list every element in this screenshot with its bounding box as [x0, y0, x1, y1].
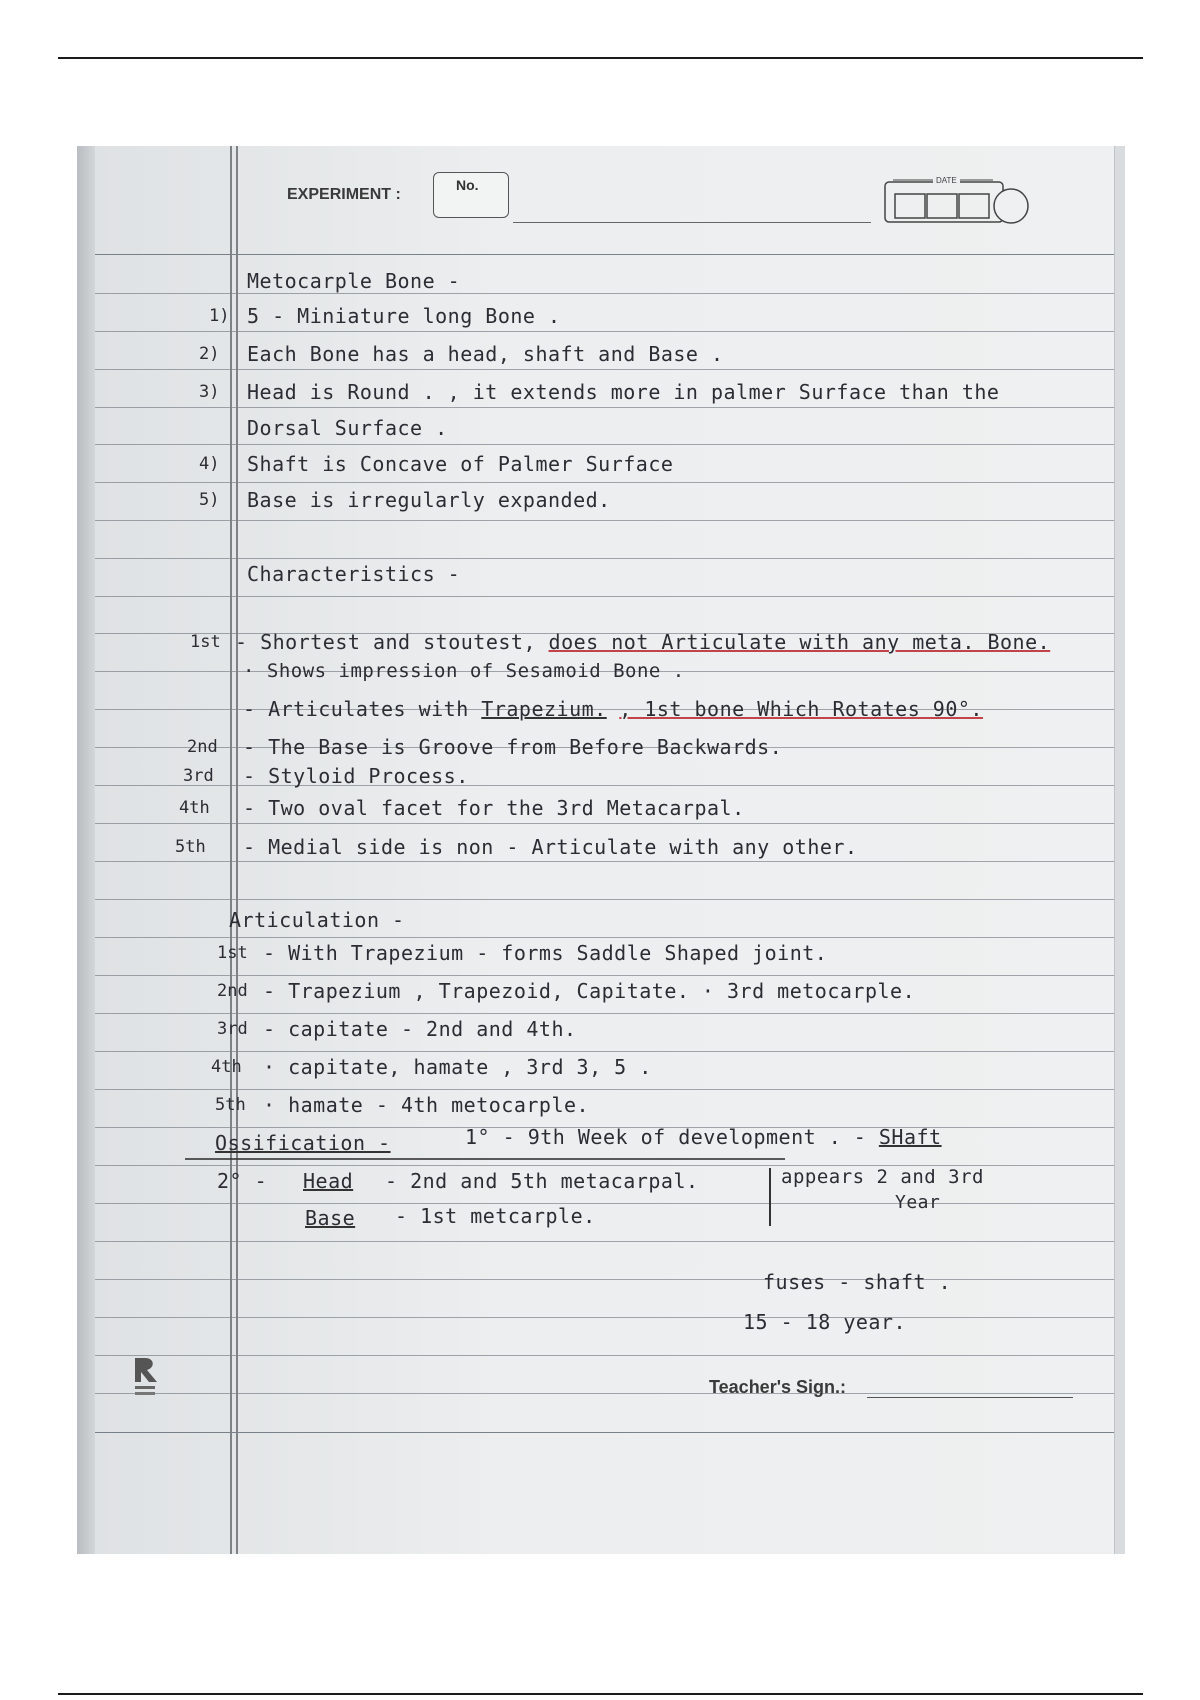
bracket	[761, 1168, 771, 1226]
teacher-sign-line	[867, 1397, 1073, 1398]
section-title: Metocarple Bone -	[247, 269, 461, 293]
articulation-line: · capitate, hamate , 3rd 3, 5 .	[263, 1055, 652, 1079]
point-number: 5)	[199, 490, 220, 510]
characteristic-line: - Styloid Process.	[243, 764, 469, 788]
ordinal: 4th	[179, 798, 210, 818]
characteristic-line-b: does not Articulate with any meta. Bone.	[548, 630, 1051, 654]
point-number: 2)	[199, 344, 220, 364]
ruled-line	[95, 861, 1115, 862]
ruled-line	[95, 331, 1115, 332]
characteristic-line-a: - Shortest and stoutest,	[235, 630, 536, 654]
articulation-line: · hamate - 4th metocarple.	[263, 1093, 590, 1117]
characteristic-line: · Shows impression of Sesamoid Bone .	[243, 660, 685, 682]
articulation-line: - Trapezium , Trapezoid, Capitate. · 3rd metocarple.	[263, 979, 916, 1003]
next-page-edge	[1114, 146, 1125, 1554]
ossification-primary-text: 1° - 9th Week of development . -	[465, 1125, 867, 1149]
experiment-title-line	[513, 222, 871, 223]
point-text: Dorsal Surface .	[247, 416, 448, 440]
point-number: 3)	[199, 382, 220, 402]
ossification-divider	[185, 1158, 785, 1160]
ossification-shaft: SHaft	[878, 1125, 942, 1149]
ruled-line	[95, 596, 1115, 597]
experiment-number-box	[433, 172, 509, 218]
date-label: DATE	[933, 176, 960, 185]
top-rule	[58, 57, 1143, 59]
ossification-fuse-age: 15 - 18 year.	[743, 1310, 907, 1334]
characteristic-line: - The Base is Groove from Before Backwards.	[243, 735, 783, 759]
ossification-heading: Ossification -	[215, 1131, 391, 1155]
point-text: Base is irregularly expanded.	[247, 488, 611, 512]
ordinal: 2nd	[187, 737, 218, 757]
ordinal: 5th	[175, 837, 206, 857]
ossification-primary	[465, 1125, 942, 1149]
point-text: 5 - Miniature long Bone .	[247, 304, 561, 328]
experiment-label: EXPERIMENT :	[287, 186, 401, 203]
ruled-line	[95, 1317, 1115, 1318]
ordinal: 3rd	[217, 1019, 248, 1039]
articulation-line: - capitate - 2nd and 4th.	[263, 1017, 577, 1041]
ruled-line	[95, 1089, 1115, 1090]
ossification-base: Base	[305, 1206, 356, 1230]
ruled-line	[95, 899, 1115, 900]
ruled-line	[95, 369, 1115, 370]
characteristic-line: - Medial side is non - Articulate with any other.	[243, 835, 858, 859]
ruled-line	[95, 1203, 1115, 1204]
ruled-line	[95, 407, 1115, 408]
ossification-fuses: fuses - shaft .	[763, 1270, 952, 1294]
ossification-head-text: - 2nd and 5th metacarpal.	[385, 1169, 699, 1193]
ordinal: 2nd	[217, 981, 248, 1001]
point-text	[247, 452, 673, 476]
date-stamp-box	[883, 176, 1033, 226]
ruled-line	[95, 558, 1115, 559]
ruled-line	[95, 1393, 1115, 1394]
bottom-rule	[58, 1693, 1143, 1695]
point-number: 1)	[209, 306, 230, 326]
ruled-line	[95, 823, 1115, 824]
ruled-line	[95, 293, 1115, 294]
ruled-line	[95, 520, 1115, 521]
ruled-line	[95, 444, 1115, 445]
point-text: Each Bone has a head, shaft and Base .	[247, 342, 724, 366]
ruled-line	[95, 482, 1115, 483]
ruled-line	[95, 254, 1115, 255]
ossification-base-text: - 1st metcarple.	[395, 1204, 596, 1228]
ossification-appears: appears 2 and 3rd	[781, 1166, 984, 1188]
teacher-sign-label: Teacher's Sign.:	[709, 1377, 846, 1397]
notebook-photo	[77, 146, 1125, 1554]
ordinal: 1st	[217, 943, 248, 963]
articulation-heading: Articulation -	[229, 908, 405, 932]
ordinal: 1st	[190, 632, 221, 652]
ossification-head: Head	[303, 1169, 354, 1193]
ruled-line	[95, 1432, 1115, 1433]
margin-line	[236, 146, 238, 1554]
margin-line	[230, 146, 232, 1554]
articulation-line: - With Trapezium - forms Saddle Shaped joint.	[263, 941, 828, 965]
page-edge-shadow	[77, 146, 95, 1554]
characteristics-heading: Characteristics -	[247, 562, 461, 586]
ruled-line	[95, 1241, 1115, 1242]
point-text-content: Shaft is Concave of Palmer Surface	[247, 452, 674, 476]
ordinal: 3rd	[183, 766, 214, 786]
ruled-line	[95, 1279, 1115, 1280]
ruled-line	[95, 937, 1115, 938]
ruled-line	[95, 975, 1115, 976]
secondary-label: 2° -	[217, 1169, 268, 1193]
point-text: Head is Round . , it extends more in palmer Surface than the	[247, 380, 1000, 404]
characteristic-line-a: - Articulates with	[243, 697, 469, 721]
notebook-page	[95, 146, 1115, 1554]
ossification-year: Year	[895, 1192, 941, 1213]
brand-logo-icon	[131, 1356, 159, 1402]
characteristic-line: - Two oval facet for the 3rd Metacarpal.	[243, 796, 745, 820]
characteristic-line	[235, 630, 1050, 654]
characteristic-line	[243, 697, 983, 721]
characteristic-line-c: , 1st bone Which Rotates 90°.	[619, 697, 983, 721]
ruled-line	[95, 1013, 1115, 1014]
ruled-line	[95, 1051, 1115, 1052]
ordinal: 5th	[215, 1095, 246, 1115]
ruled-line	[95, 1355, 1115, 1356]
point-number: 4)	[199, 454, 220, 474]
characteristic-line-b: Trapezium.	[481, 697, 607, 721]
no-label: No.	[456, 177, 479, 193]
ordinal: 4th	[211, 1057, 242, 1077]
